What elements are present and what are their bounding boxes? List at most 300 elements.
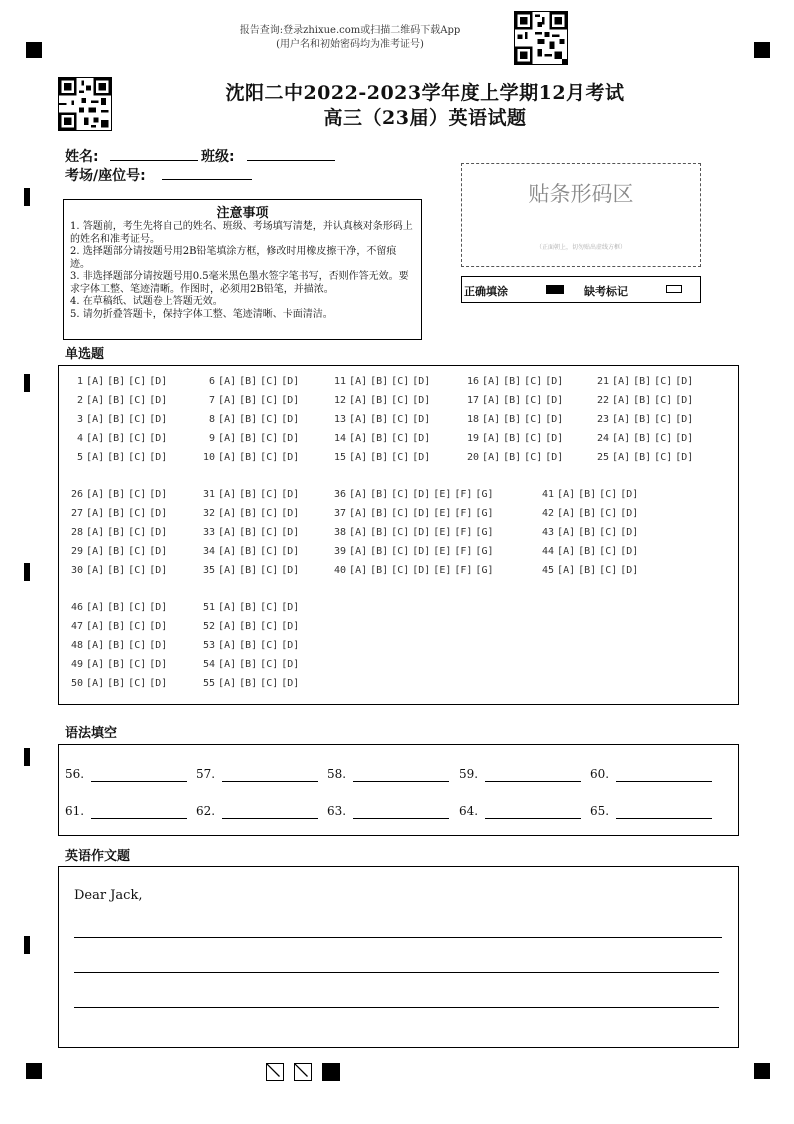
question-31 [203, 489, 299, 500]
option-bubble[interactable]: [D] [149, 489, 168, 500]
option-bubble[interactable]: [A] [86, 376, 105, 387]
slash-icon [267, 1064, 282, 1079]
blank-number: 61. [65, 804, 85, 818]
option-bubble[interactable]: [A] [349, 508, 368, 519]
option-bubble[interactable]: [A] [86, 414, 105, 425]
option-bubble[interactable]: [D] [545, 395, 564, 406]
option-bubble[interactable]: [B] [578, 527, 597, 538]
option-bubble[interactable]: [C] [599, 489, 618, 500]
option-bubble[interactable]: [D] [545, 433, 564, 444]
option-bubble[interactable]: [B] [239, 489, 258, 500]
option-bubble[interactable]: [A] [349, 452, 368, 463]
option-bubble[interactable]: [A] [612, 376, 631, 387]
question-number: 3 [71, 414, 84, 425]
option-bubble[interactable]: [E] [433, 565, 452, 576]
option-bubble[interactable]: [D] [281, 602, 300, 613]
question-46 [71, 602, 167, 613]
option-bubble[interactable]: [D] [149, 659, 168, 670]
question-30 [71, 565, 167, 576]
option-bubble[interactable]: [D] [412, 546, 431, 557]
option-bubble[interactable]: [C] [654, 376, 673, 387]
option-bubble[interactable]: [B] [239, 621, 258, 632]
option-bubble[interactable]: [A] [349, 376, 368, 387]
option-bubble[interactable]: [F] [454, 508, 473, 519]
option-bubble[interactable]: [C] [391, 452, 410, 463]
option-bubble[interactable]: [C] [128, 565, 147, 576]
option-bubble[interactable]: [D] [281, 527, 300, 538]
option-bubble[interactable]: [C] [128, 640, 147, 651]
question-number: 20 [467, 452, 480, 463]
option-bubble[interactable]: [C] [260, 508, 279, 519]
notice-item: 3. 非选择题部分请按题号用0.5毫米黑色墨水签字笔书写，否则作答无效。要求字体工整、笔迹清晰。作图时，必须用2B铅笔，并描浓。 [70, 271, 409, 295]
option-bubble[interactable]: [C] [654, 395, 673, 406]
option-bubble[interactable]: [D] [620, 489, 639, 500]
option-bubble[interactable]: [A] [612, 452, 631, 463]
option-bubble[interactable]: [B] [239, 508, 258, 519]
option-bubble[interactable]: [D] [149, 640, 168, 651]
option-bubble[interactable]: [C] [391, 376, 410, 387]
option-bubble[interactable]: [A] [218, 489, 237, 500]
blank-number: 58. [327, 767, 347, 781]
option-bubble[interactable]: [C] [260, 678, 279, 689]
option-bubble[interactable]: [B] [370, 565, 389, 576]
option-bubble[interactable]: [C] [128, 546, 147, 557]
option-bubble[interactable]: [C] [524, 376, 543, 387]
option-bubble[interactable]: [C] [524, 452, 543, 463]
option-bubble[interactable]: [C] [260, 565, 279, 576]
option-bubble[interactable]: [D] [281, 414, 300, 425]
option-bubble[interactable]: [C] [128, 414, 147, 425]
option-bubble[interactable]: [D] [675, 376, 694, 387]
seat-field[interactable] [162, 179, 252, 180]
option-bubble[interactable]: [D] [412, 414, 431, 425]
option-bubble[interactable]: [B] [633, 376, 652, 387]
option-bubble[interactable]: [G] [475, 546, 494, 557]
option-bubble[interactable]: [B] [370, 433, 389, 444]
option-bubble[interactable]: [A] [349, 433, 368, 444]
option-bubble[interactable]: [D] [675, 395, 694, 406]
option-bubble[interactable]: [D] [281, 433, 300, 444]
option-bubble[interactable]: [A] [218, 508, 237, 519]
absent-mark-checkbox[interactable] [666, 285, 682, 293]
option-bubble[interactable]: [C] [260, 602, 279, 613]
question-27 [71, 508, 167, 519]
question-number: 39 [334, 546, 347, 557]
option-bubble[interactable]: [D] [545, 376, 564, 387]
question-number: 38 [334, 527, 347, 538]
option-bubble[interactable]: [E] [433, 527, 452, 538]
option-bubble[interactable]: [B] [578, 565, 597, 576]
option-bubble[interactable]: [C] [260, 433, 279, 444]
option-bubble[interactable]: [A] [86, 602, 105, 613]
option-bubble[interactable]: [C] [128, 489, 147, 500]
option-bubble[interactable]: [B] [503, 452, 522, 463]
option-bubble[interactable]: [B] [503, 395, 522, 406]
option-bubble[interactable]: [A] [218, 452, 237, 463]
option-bubble[interactable]: [C] [128, 659, 147, 670]
option-bubble[interactable]: [D] [281, 621, 300, 632]
option-bubble[interactable]: [B] [239, 546, 258, 557]
option-bubble[interactable]: [A] [349, 395, 368, 406]
option-bubble[interactable]: [C] [260, 546, 279, 557]
report-line-1: 报告查询:登录zhixue.com或扫描二维码下载App [239, 25, 461, 36]
option-bubble[interactable]: [B] [107, 659, 126, 670]
option-bubble[interactable]: [B] [107, 452, 126, 463]
option-bubble[interactable]: [A] [86, 395, 105, 406]
option-bubble[interactable]: [A] [557, 527, 576, 538]
fill-legend [461, 276, 701, 303]
option-bubble[interactable]: [D] [149, 376, 168, 387]
option-bubble[interactable]: [C] [391, 508, 410, 519]
option-bubble[interactable]: [D] [412, 508, 431, 519]
option-bubble[interactable]: [A] [86, 565, 105, 576]
option-bubble[interactable]: [D] [149, 678, 168, 689]
option-bubble[interactable]: [B] [503, 433, 522, 444]
question-40 [334, 565, 493, 576]
option-bubble[interactable]: [A] [218, 414, 237, 425]
writing-line[interactable] [74, 1007, 719, 1008]
option-bubble[interactable]: [C] [599, 565, 618, 576]
option-bubble[interactable]: [B] [107, 565, 126, 576]
timing-mark [24, 188, 30, 206]
option-bubble[interactable]: [D] [149, 527, 168, 538]
option-bubble[interactable]: [A] [218, 395, 237, 406]
option-bubble[interactable]: [A] [86, 659, 105, 670]
option-bubble[interactable]: [D] [412, 376, 431, 387]
option-bubble[interactable]: [D] [281, 376, 300, 387]
option-bubble[interactable]: [B] [107, 433, 126, 444]
option-bubble[interactable]: [B] [107, 395, 126, 406]
report-line-2: (用户名和初始密码均为准考证号) [276, 39, 424, 50]
option-bubble[interactable]: [C] [260, 414, 279, 425]
option-bubble[interactable]: [C] [654, 433, 673, 444]
option-bubble[interactable]: [B] [578, 489, 597, 500]
option-bubble[interactable]: [B] [107, 414, 126, 425]
option-bubble[interactable]: [A] [349, 489, 368, 500]
option-bubble[interactable]: [F] [454, 527, 473, 538]
option-bubble[interactable]: [E] [433, 546, 452, 557]
question-number: 30 [71, 565, 84, 576]
question-13 [334, 414, 430, 425]
option-bubble[interactable]: [C] [128, 678, 147, 689]
answer-blank[interactable] [353, 781, 449, 782]
option-bubble[interactable]: [A] [86, 527, 105, 538]
option-bubble[interactable]: [B] [107, 678, 126, 689]
option-bubble[interactable]: [B] [239, 659, 258, 670]
option-bubble[interactable]: [B] [107, 489, 126, 500]
option-bubble[interactable]: [B] [239, 602, 258, 613]
question-number: 5 [71, 452, 84, 463]
qr-code-icon [59, 78, 111, 130]
option-bubble[interactable]: [B] [370, 452, 389, 463]
option-bubble[interactable]: [B] [503, 376, 522, 387]
question-3 [71, 414, 167, 425]
option-bubble[interactable]: [B] [239, 678, 258, 689]
option-bubble[interactable]: [C] [128, 621, 147, 632]
option-bubble[interactable]: [B] [239, 640, 258, 651]
answer-blank[interactable] [616, 781, 712, 782]
option-bubble[interactable]: [D] [412, 527, 431, 538]
answer-blank[interactable] [616, 818, 712, 819]
option-bubble[interactable]: [D] [545, 452, 564, 463]
option-bubble[interactable]: [A] [86, 433, 105, 444]
option-bubble[interactable]: [A] [86, 508, 105, 519]
option-bubble[interactable]: [A] [557, 489, 576, 500]
option-bubble[interactable]: [D] [412, 433, 431, 444]
option-bubble[interactable]: [D] [149, 414, 168, 425]
option-bubble[interactable]: [D] [281, 395, 300, 406]
option-bubble[interactable]: [C] [599, 546, 618, 557]
option-bubble[interactable]: [B] [239, 527, 258, 538]
option-bubble[interactable]: [D] [545, 414, 564, 425]
option-bubble[interactable]: [A] [349, 414, 368, 425]
question-number: 53 [203, 640, 216, 651]
qr-code-top[interactable] [514, 11, 568, 65]
option-bubble[interactable]: [D] [281, 452, 300, 463]
option-bubble[interactable]: [C] [260, 376, 279, 387]
option-bubble[interactable]: [D] [620, 527, 639, 538]
question-number: 16 [467, 376, 480, 387]
option-bubble[interactable]: [E] [433, 508, 452, 519]
option-bubble[interactable]: [A] [349, 546, 368, 557]
option-bubble[interactable]: [D] [281, 508, 300, 519]
question-21 [597, 376, 693, 387]
option-bubble[interactable]: [C] [128, 527, 147, 538]
option-bubble[interactable]: [B] [239, 452, 258, 463]
name-label: 姓名: [65, 149, 99, 165]
option-bubble[interactable]: [C] [599, 527, 618, 538]
option-bubble[interactable]: [B] [107, 602, 126, 613]
option-bubble[interactable]: [C] [524, 414, 543, 425]
option-bubble[interactable]: [C] [128, 602, 147, 613]
option-bubble[interactable]: [D] [149, 395, 168, 406]
option-bubble[interactable]: [B] [107, 640, 126, 651]
question-53 [203, 640, 299, 651]
option-bubble[interactable]: [B] [239, 565, 258, 576]
option-bubble[interactable]: [A] [86, 489, 105, 500]
option-bubble[interactable]: [A] [218, 546, 237, 557]
option-bubble[interactable]: [C] [599, 508, 618, 519]
option-bubble[interactable]: [A] [557, 508, 576, 519]
option-bubble[interactable]: [A] [218, 527, 237, 538]
option-bubble[interactable]: [C] [260, 640, 279, 651]
option-bubble[interactable]: [B] [503, 414, 522, 425]
option-bubble[interactable]: [B] [578, 508, 597, 519]
option-bubble[interactable]: [D] [149, 508, 168, 519]
option-bubble[interactable]: [D] [149, 565, 168, 576]
answer-blank[interactable] [485, 781, 581, 782]
option-bubble[interactable]: [A] [218, 433, 237, 444]
question-9 [203, 433, 299, 444]
option-bubble[interactable]: [C] [260, 395, 279, 406]
option-bubble[interactable]: [D] [675, 433, 694, 444]
option-bubble[interactable]: [C] [391, 489, 410, 500]
option-bubble[interactable]: [D] [620, 546, 639, 557]
option-bubble[interactable]: [C] [391, 546, 410, 557]
question-18 [467, 414, 563, 425]
option-bubble[interactable]: [D] [149, 602, 168, 613]
option-bubble[interactable]: [A] [482, 376, 501, 387]
option-bubble[interactable]: [A] [218, 565, 237, 576]
option-bubble[interactable]: [C] [260, 527, 279, 538]
option-bubble[interactable]: [B] [107, 376, 126, 387]
question-39 [334, 546, 493, 557]
option-bubble[interactable]: [A] [612, 395, 631, 406]
option-bubble[interactable]: [F] [454, 565, 473, 576]
option-bubble[interactable]: [B] [239, 414, 258, 425]
answer-blank[interactable] [353, 818, 449, 819]
option-bubble[interactable]: [A] [86, 678, 105, 689]
option-bubble[interactable]: [A] [218, 640, 237, 651]
option-bubble[interactable]: [D] [281, 565, 300, 576]
question-number: 7 [203, 395, 216, 406]
option-bubble[interactable]: [B] [578, 546, 597, 557]
answer-blank[interactable] [91, 818, 187, 819]
option-bubble[interactable]: [D] [281, 640, 300, 651]
option-bubble[interactable]: [B] [239, 376, 258, 387]
option-bubble[interactable]: [B] [633, 433, 652, 444]
option-bubble[interactable]: [C] [260, 452, 279, 463]
option-bubble[interactable]: [B] [370, 527, 389, 538]
option-bubble[interactable]: [B] [239, 433, 258, 444]
option-bubble[interactable]: [F] [454, 489, 473, 500]
question-number: 41 [542, 489, 555, 500]
qr-code-left[interactable] [58, 77, 112, 131]
option-bubble[interactable]: [A] [349, 565, 368, 576]
option-bubble[interactable]: [C] [260, 489, 279, 500]
notice-list [70, 221, 415, 321]
option-bubble[interactable]: [B] [107, 621, 126, 632]
question-12 [334, 395, 430, 406]
option-bubble[interactable]: [D] [412, 489, 431, 500]
option-bubble[interactable]: [D] [620, 508, 639, 519]
option-bubble[interactable]: [D] [281, 659, 300, 670]
grammar-section-label: 语法填空 [65, 726, 118, 741]
option-bubble[interactable]: [G] [475, 489, 494, 500]
writing-line[interactable] [74, 937, 722, 938]
option-bubble[interactable]: [D] [149, 452, 168, 463]
option-bubble[interactable]: [B] [370, 546, 389, 557]
option-bubble[interactable]: [C] [260, 621, 279, 632]
option-bubble[interactable]: [B] [633, 452, 652, 463]
answer-blank[interactable] [222, 781, 318, 782]
option-bubble[interactable]: [B] [370, 414, 389, 425]
option-bubble[interactable]: [D] [412, 395, 431, 406]
option-bubble[interactable]: [C] [391, 565, 410, 576]
answer-blank[interactable] [222, 818, 318, 819]
option-bubble[interactable]: [B] [107, 508, 126, 519]
option-bubble[interactable]: [A] [86, 546, 105, 557]
option-bubble[interactable]: [D] [149, 546, 168, 557]
option-bubble[interactable]: [C] [260, 659, 279, 670]
option-bubble[interactable]: [B] [633, 414, 652, 425]
option-bubble[interactable]: [E] [433, 489, 452, 500]
option-bubble[interactable]: [C] [128, 508, 147, 519]
option-bubble[interactable]: [C] [391, 527, 410, 538]
question-28 [71, 527, 167, 538]
option-bubble[interactable]: [D] [620, 565, 639, 576]
option-bubble[interactable]: [A] [218, 678, 237, 689]
option-bubble[interactable]: [B] [370, 489, 389, 500]
option-bubble[interactable]: [C] [391, 414, 410, 425]
option-bubble[interactable]: [G] [475, 508, 494, 519]
option-bubble[interactable]: [B] [239, 395, 258, 406]
option-bubble[interactable]: [B] [107, 546, 126, 557]
option-bubble[interactable]: [A] [86, 621, 105, 632]
option-bubble[interactable]: [C] [654, 414, 673, 425]
name-field[interactable] [110, 160, 198, 161]
option-bubble[interactable]: [A] [86, 640, 105, 651]
option-bubble[interactable]: [D] [281, 678, 300, 689]
option-bubble[interactable]: [A] [482, 395, 501, 406]
answer-blank[interactable] [91, 781, 187, 782]
question-number: 55 [203, 678, 216, 689]
option-bubble[interactable]: [D] [675, 414, 694, 425]
option-bubble[interactable]: [A] [482, 452, 501, 463]
option-bubble[interactable]: [A] [612, 414, 631, 425]
question-number: 29 [71, 546, 84, 557]
option-bubble[interactable]: [D] [149, 433, 168, 444]
option-bubble[interactable]: [B] [370, 508, 389, 519]
option-bubble[interactable]: [A] [218, 659, 237, 670]
option-bubble[interactable]: [G] [475, 527, 494, 538]
option-bubble[interactable]: [D] [412, 565, 431, 576]
option-bubble[interactable]: [B] [370, 376, 389, 387]
option-bubble[interactable]: [A] [557, 546, 576, 557]
option-bubble[interactable]: [C] [654, 452, 673, 463]
option-bubble[interactable]: [C] [128, 395, 147, 406]
option-bubble[interactable]: [C] [524, 433, 543, 444]
answer-blank[interactable] [485, 818, 581, 819]
blank-number: 64. [459, 804, 479, 818]
option-bubble[interactable]: [A] [349, 527, 368, 538]
option-bubble[interactable]: [C] [524, 395, 543, 406]
option-bubble[interactable]: [B] [107, 527, 126, 538]
option-bubble[interactable]: [F] [454, 546, 473, 557]
option-bubble[interactable]: [A] [218, 376, 237, 387]
option-bubble[interactable]: [C] [128, 452, 147, 463]
question-number: 15 [334, 452, 347, 463]
option-bubble[interactable]: [B] [370, 395, 389, 406]
option-bubble[interactable]: [B] [633, 395, 652, 406]
option-bubble[interactable]: [A] [86, 452, 105, 463]
option-bubble[interactable]: [D] [281, 546, 300, 557]
option-bubble[interactable]: [D] [281, 489, 300, 500]
option-bubble[interactable]: [D] [675, 452, 694, 463]
option-bubble[interactable]: [C] [391, 433, 410, 444]
option-bubble[interactable]: [D] [149, 621, 168, 632]
barcode-area[interactable] [461, 163, 701, 267]
option-bubble[interactable]: [C] [128, 433, 147, 444]
option-bubble[interactable]: [A] [218, 602, 237, 613]
option-bubble[interactable]: [C] [391, 395, 410, 406]
option-bubble[interactable]: [D] [412, 452, 431, 463]
question-19 [467, 433, 563, 444]
option-bubble[interactable]: [C] [128, 376, 147, 387]
option-bubble[interactable]: [G] [475, 565, 494, 576]
option-bubble[interactable]: [A] [612, 433, 631, 444]
option-bubble[interactable]: [A] [482, 433, 501, 444]
writing-line[interactable] [74, 972, 719, 973]
question-number: 45 [542, 565, 555, 576]
option-bubble[interactable]: [A] [557, 565, 576, 576]
option-bubble[interactable]: [A] [218, 621, 237, 632]
timing-mark [24, 374, 30, 392]
blank-number: 63. [327, 804, 347, 818]
option-bubble[interactable]: [A] [482, 414, 501, 425]
class-field[interactable] [247, 160, 335, 161]
question-50 [71, 678, 167, 689]
